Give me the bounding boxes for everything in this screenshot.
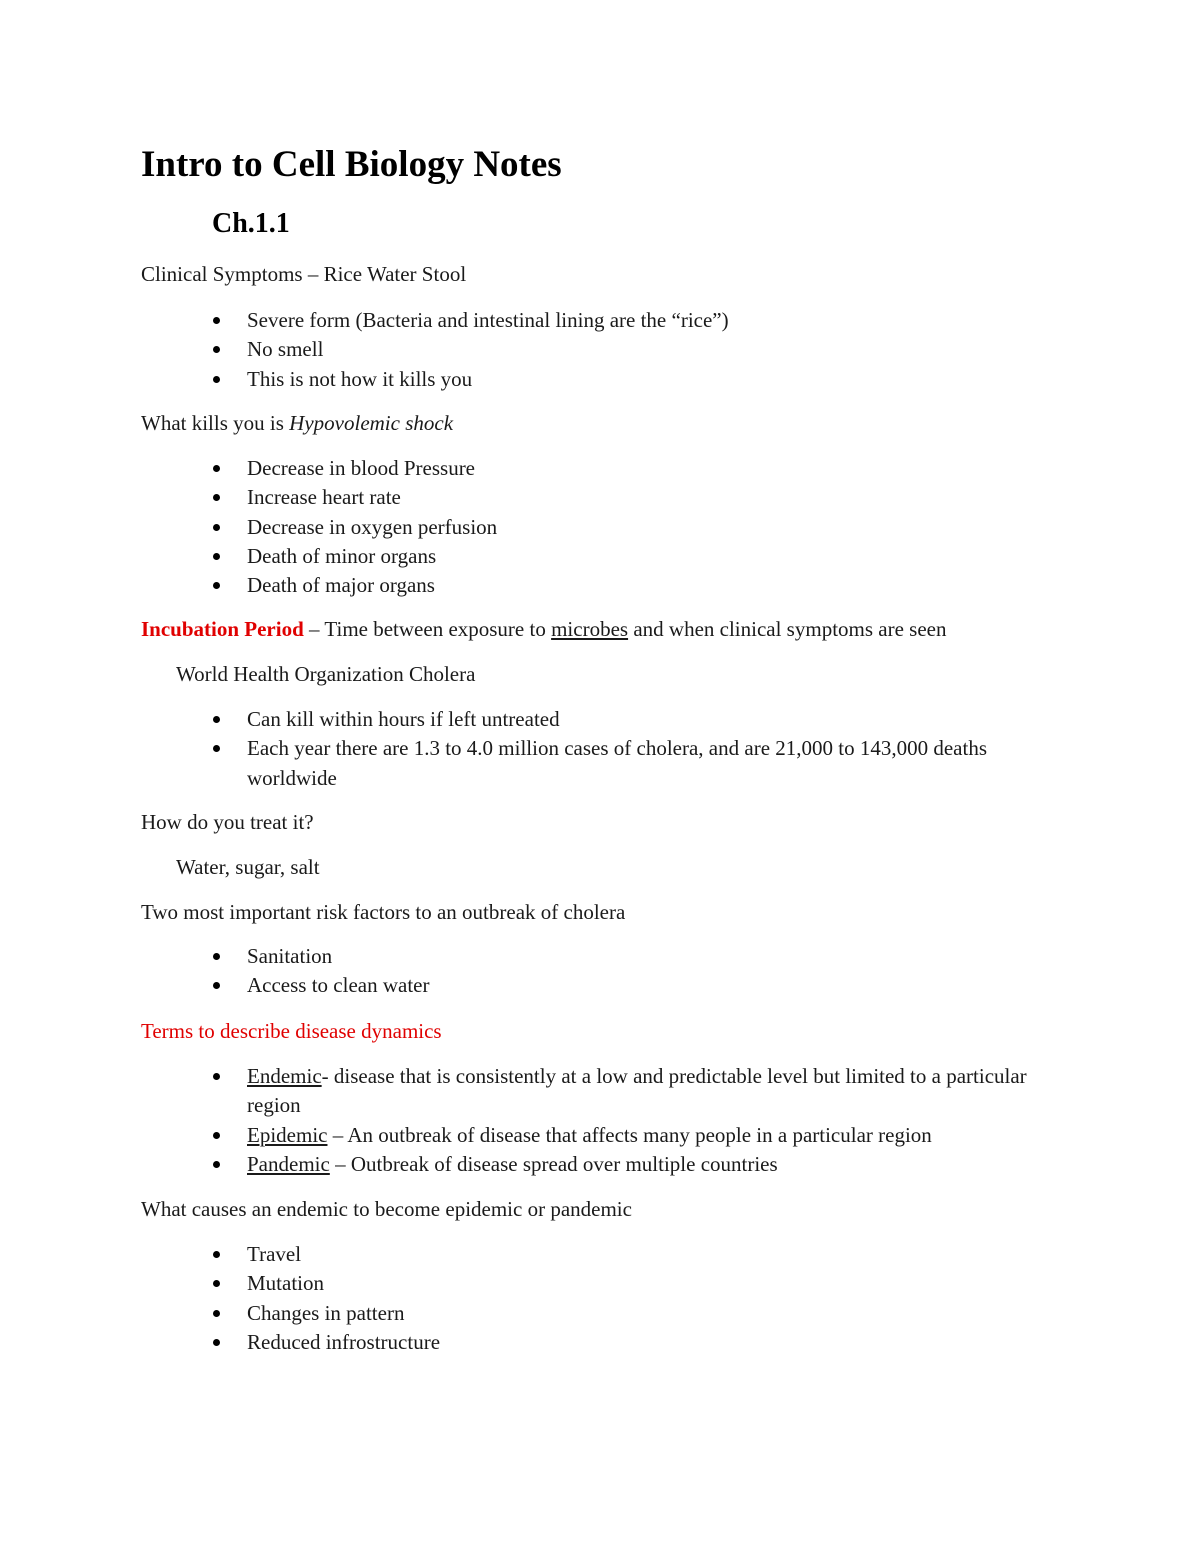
list-item: Pandemic – Outbreak of disease spread over multiple countries xyxy=(0,1150,1077,1179)
endemic-causes-list xyxy=(0,1240,1077,1357)
bullet-icon xyxy=(213,346,220,353)
hypovolemic-shock-list xyxy=(0,454,1077,600)
list-item: Decrease in oxygen perfusion xyxy=(0,513,1077,542)
bullet-icon xyxy=(213,465,220,472)
list-item: Changes in pattern xyxy=(0,1299,1077,1328)
bullet-icon xyxy=(213,582,220,589)
who-cholera-list xyxy=(0,705,1077,793)
treatment-answer: Water, sugar, salt xyxy=(176,855,320,879)
term-epidemic: Epidemic xyxy=(247,1122,328,1147)
list-item: No smell xyxy=(0,335,1077,364)
list-item: Death of minor organs xyxy=(0,542,1077,571)
bullet-icon xyxy=(213,1251,220,1258)
bullet-icon xyxy=(213,716,220,723)
bullet-icon xyxy=(213,1073,220,1080)
emphasis-text: Hypovolemic shock xyxy=(289,411,454,435)
list-item: Travel xyxy=(0,1240,1077,1269)
bullet-icon xyxy=(213,524,220,531)
endemic-causes-heading: What causes an endemic to become epidemic or pandemic xyxy=(141,1197,632,1221)
risk-factors-heading: Two most important risk factors to an outbreak of cholera xyxy=(141,900,626,924)
list-item: Each year there are 1.3 to 4.0 million cases of cholera, and are 21,000 to 143,000 deaths worldwide xyxy=(0,734,1077,793)
bullet-icon xyxy=(213,982,220,989)
clinical-symptoms-list xyxy=(0,306,1077,394)
bullet-icon xyxy=(213,1132,220,1139)
bullet-icon xyxy=(213,1161,220,1168)
bullet-icon xyxy=(213,553,220,560)
bullet-icon xyxy=(213,376,220,383)
page-title: Intro to Cell Biology Notes xyxy=(141,144,562,185)
chapter-heading: Ch.1.1 xyxy=(212,208,290,239)
bullet-icon xyxy=(213,1310,220,1317)
list-item: Severe form (Bacteria and intestinal lining are the “rice”) xyxy=(0,306,1077,335)
list-item: Endemic- disease that is consistently at a low and predictable level but limited to a particular region xyxy=(0,1062,1077,1121)
list-item: Death of major organs xyxy=(0,571,1077,600)
who-cholera-heading: World Health Organization Cholera xyxy=(176,662,476,686)
risk-factors-list xyxy=(0,942,1077,1001)
what-kills-heading: What kills you is Hypovolemic shock xyxy=(141,411,454,435)
list-item: Can kill within hours if left untreated xyxy=(0,705,1077,734)
list-item: This is not how it kills you xyxy=(0,365,1077,394)
incubation-term: Incubation Period xyxy=(141,617,304,641)
disease-dynamics-list xyxy=(0,1062,1077,1179)
incubation-period-line: Incubation Period – Time between exposure to microbes and when clinical symptoms are seen xyxy=(141,617,947,641)
underlined-term: microbes xyxy=(551,617,629,641)
treatment-question: How do you treat it? xyxy=(141,810,314,834)
bullet-icon xyxy=(213,953,220,960)
disease-dynamics-heading: Terms to describe disease dynamics xyxy=(141,1019,442,1043)
clinical-symptoms-heading: Clinical Symptoms – Rice Water Stool xyxy=(141,262,467,286)
term-endemic: Endemic xyxy=(247,1064,322,1088)
list-item: Increase heart rate xyxy=(0,483,1077,512)
bullet-icon xyxy=(213,745,220,752)
list-item: Mutation xyxy=(0,1269,1077,1298)
term-pandemic: Pandemic xyxy=(247,1151,330,1176)
bullet-icon xyxy=(213,317,220,324)
list-item: Sanitation xyxy=(0,942,1077,971)
list-item: Epidemic – An outbreak of disease that affects many people in a particular region xyxy=(0,1121,1077,1150)
list-item: Reduced infrostructure xyxy=(0,1328,1077,1357)
bullet-icon xyxy=(213,1280,220,1287)
bullet-icon xyxy=(213,494,220,501)
bullet-icon xyxy=(213,1339,220,1346)
list-item: Access to clean water xyxy=(0,971,1077,1000)
list-item: Decrease in blood Pressure xyxy=(0,454,1077,483)
